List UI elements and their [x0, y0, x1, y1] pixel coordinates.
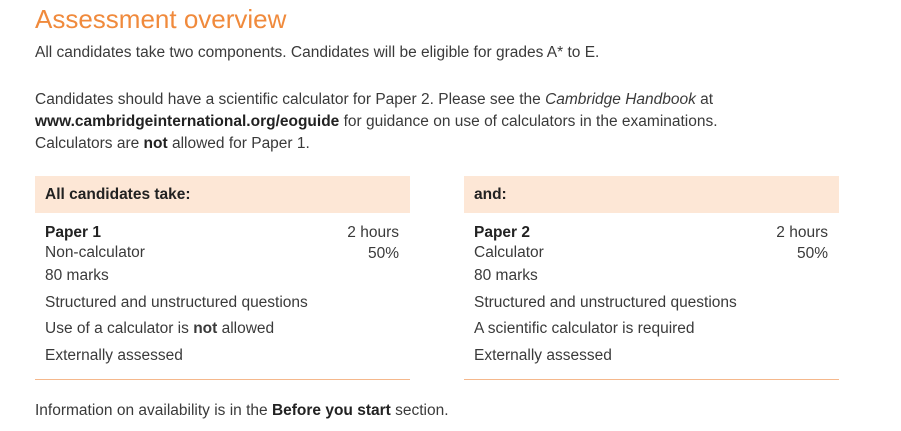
- paper2-type: Calculator: [474, 244, 544, 261]
- page-title: Assessment overview: [35, 4, 287, 34]
- paper2-title: Paper 2: [474, 224, 531, 241]
- paper1-column: [35, 176, 410, 380]
- paper2-marks: 80 marks: [474, 267, 538, 284]
- calc-note-part2: at: [695, 91, 714, 108]
- paper2-duration-weight: [776, 223, 828, 264]
- paper1-calc-post: allowed: [217, 320, 275, 337]
- paper1-duration-weight: [347, 223, 399, 264]
- guide-url: www.cambridgeinternational.org/eoguide: [35, 113, 340, 130]
- paper1-questions: Structured and unstructured questions: [45, 293, 308, 311]
- calc-note-part5: allowed for Paper 1.: [167, 135, 310, 152]
- calc-note-part3: for guidance on use of calculators in the examinations.: [339, 113, 718, 130]
- paper2-column-header: and:: [464, 176, 839, 213]
- paper1-calculator-rule: [45, 316, 400, 343]
- paper2-assessment: Externally assessed: [474, 346, 612, 364]
- footer-post: section.: [390, 402, 449, 419]
- paper2-column: [464, 176, 839, 380]
- before-you-start: Before you start: [271, 402, 391, 419]
- paper1-duration: 2 hours: [347, 224, 399, 241]
- footer-pre: Information on availability is in the: [35, 402, 272, 419]
- paper2-questions: Structured and unstructured questions: [474, 293, 737, 311]
- calc-note-part1: Candidates should have a scientific calculator for Paper 2. Please see the: [35, 91, 546, 108]
- paper1-weight: 50%: [367, 244, 399, 262]
- paper2-details: [464, 213, 839, 380]
- paper1-marks: 80 marks: [45, 267, 109, 284]
- paper2-duration: 2 hours: [776, 224, 828, 241]
- paper1-calc-not: not: [193, 320, 218, 337]
- paper1-calc-pre: Use of a calculator is: [45, 320, 194, 337]
- handbook-title: Cambridge Handbook: [545, 91, 696, 108]
- paper2-calculator-rule: A scientific calculator is required: [474, 320, 695, 337]
- paper1-title: Paper 1: [45, 224, 102, 241]
- paper1-type: Non-calculator: [45, 244, 145, 261]
- calculator-note: [35, 89, 718, 155]
- paper1-details: [35, 213, 410, 380]
- paper1-column-header: All candidates take:: [35, 176, 410, 213]
- paper1-assessment: Externally assessed: [45, 346, 183, 364]
- paper2-weight: 50%: [796, 244, 828, 262]
- availability-note: [35, 402, 449, 420]
- calc-note-not: not: [143, 135, 168, 152]
- calc-note-part4: Calculators are: [35, 135, 144, 152]
- intro-text: All candidates take two components. Candidates will be eligible for grades A* to E.: [35, 44, 600, 61]
